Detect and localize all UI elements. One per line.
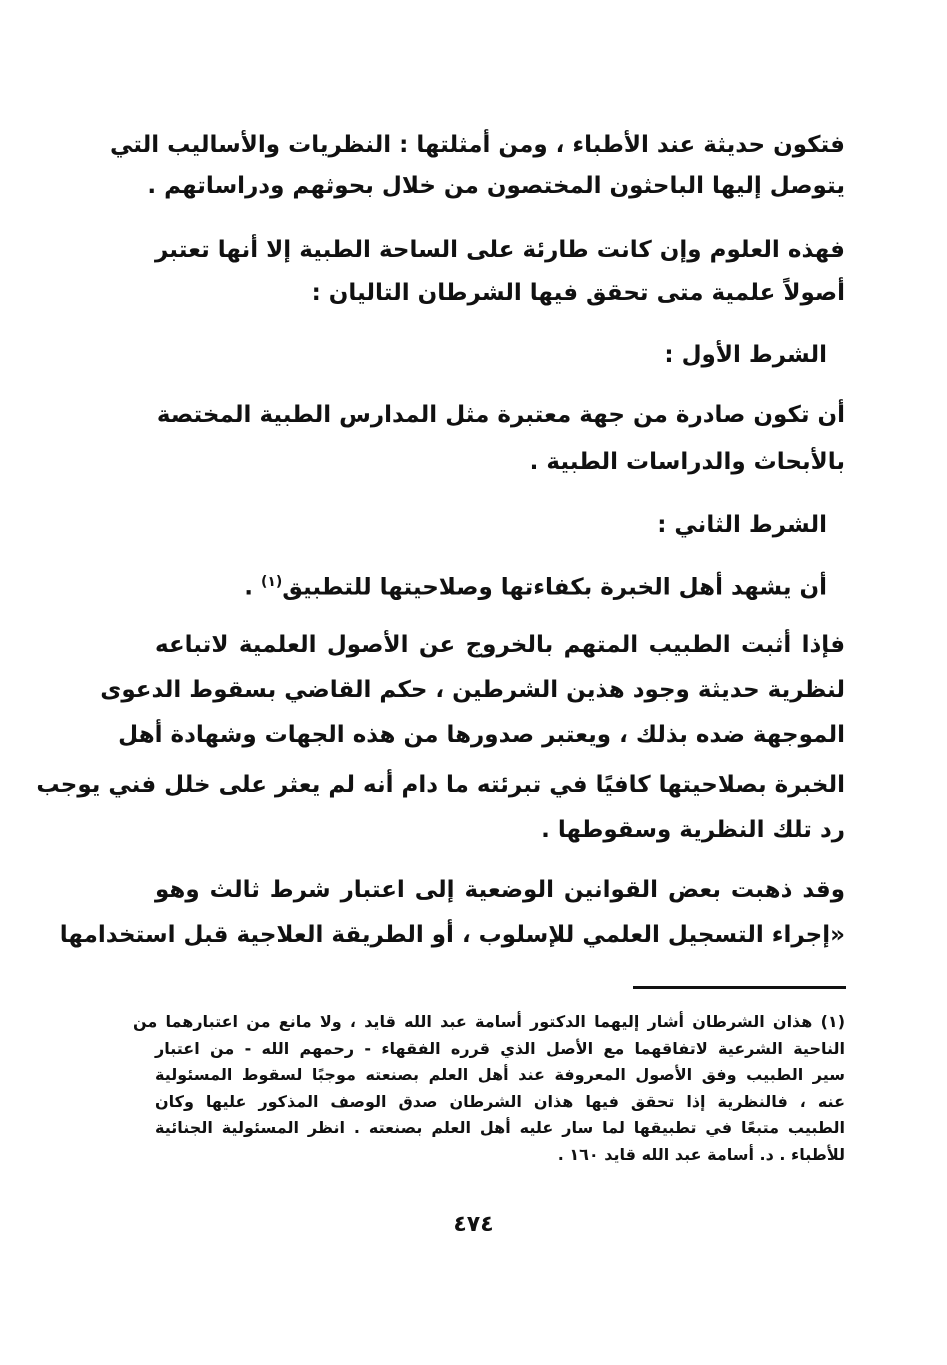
page-number: ٤٧٤ xyxy=(453,1212,494,1237)
text-line: رد تلك النظرية وسقوطها . xyxy=(541,817,845,843)
footnote-line: الناحية الشرعية لاتفاقهما مع الأصل الذي قرره الفقهاء - رحمهم الله - من اعتبار xyxy=(155,1039,845,1058)
footnote-line: الطبيب متبعًا في تطبيقها لما سار عليه أهل العلم بصنعته . انظر المسئولية الجنائية xyxy=(155,1118,845,1137)
text-line: فإذا أثبت الطبيب المتهم بالخروج عن الأصول العلمية لاتباعه xyxy=(155,632,845,658)
text-line: فتكون حديثة عند الأطباء ، ومن أمثلتها : النظريات والأساليب التي xyxy=(109,132,845,158)
text-line xyxy=(121,562,827,608)
text-line: وقد ذهبت بعض القوانين الوضعية إلى اعتبار شرط ثالث وهو xyxy=(155,877,845,903)
condition-heading-2: الشرط الثاني : xyxy=(657,512,827,538)
footnote-line: (١) هذان الشرطان أشار إليهما الدكتور أسامة عبد الله قايد ، ولا مانع من اعتبارهما من xyxy=(133,1012,845,1031)
text-line: الخبرة بصلاحيتها كافيًا في تبرئته ما دام أنه لم يعثر على خلل فني يوجب xyxy=(36,772,845,798)
text-line: يتوصل إليها الباحثون المختصون من خلال بحوثهم ودراساتهم . xyxy=(147,173,845,199)
footnote-line: عنه ، فالنظرية إذا تحقق فيها هذان الشرطان صدق الوصف المذكور عليها وكان xyxy=(155,1092,845,1111)
text-line: بالأبحاث والدراسات الطبية . xyxy=(529,449,845,475)
text-line: أصولاً علمية متى تحقق فيها الشرطان التاليان : xyxy=(311,280,845,306)
footnote-separator xyxy=(633,986,846,989)
text-line: الموجهة ضده بذلك ، ويعتبر صدورها من هذه الجهات وشهادة أهل xyxy=(118,722,845,748)
footnote-line: سير الطبيب وفق الأصول المعروفة عند أهل العلم بصنعته موجبًا لسقوط المسئولية xyxy=(155,1065,845,1084)
text-line: لنظرية حديثة وجود هذين الشرطين ، حكم القاضي بسقوط الدعوى xyxy=(100,677,845,703)
line-text: . xyxy=(244,574,261,601)
footnote-line: للأطباء . د. أسامة عبد الله قايد ١٦٠ . xyxy=(557,1145,845,1164)
footnote-ref[interactable]: (١) xyxy=(260,574,283,590)
condition-heading-1: الشرط الأول : xyxy=(664,342,827,368)
text-line: «إجراء التسجيل العلمي للإسلوب ، أو الطريقة العلاجية قبل استخدامها xyxy=(59,922,845,948)
line-text: أن يشهد أهل الخبرة بكفاءتها وصلاحيتها للتطبيق xyxy=(282,574,827,601)
text-line: أن تكون صادرة من جهة معتبرة مثل المدارس الطبية المختصة xyxy=(156,402,845,428)
text-line: فهذه العلوم وإن كانت طارئة على الساحة الطبية إلا أنها تعتبر xyxy=(155,237,845,263)
